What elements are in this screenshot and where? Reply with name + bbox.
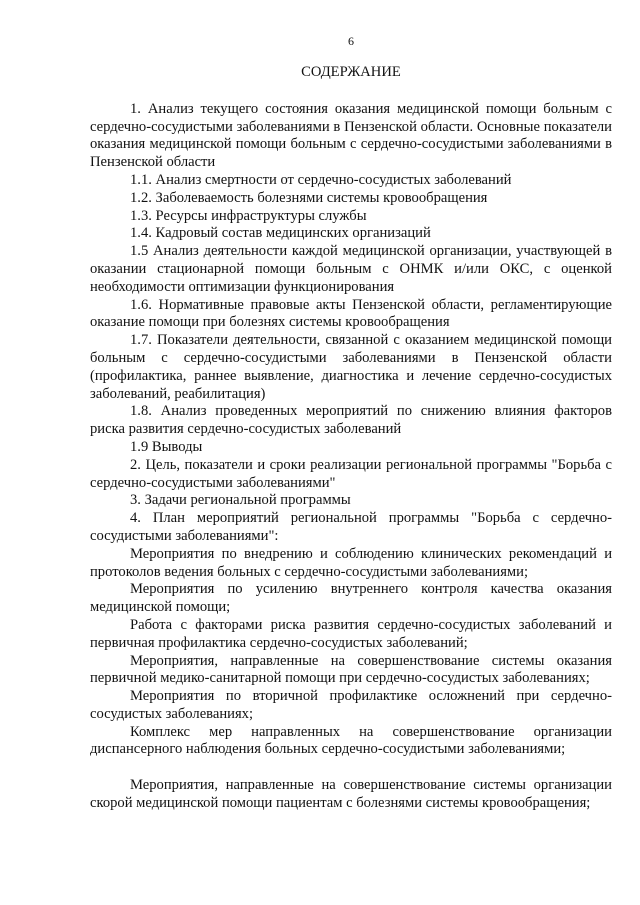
toc-entry-1-2: 1.2. Заболеваемость болезнями системы кровообращения xyxy=(130,189,488,206)
toc-entry-3: 3. Задачи региональной программы xyxy=(130,492,351,509)
toc-subentry-primary-care: Мероприятия, направленные на совершенствование системы оказания первичной медико-санитарной помощи при сердечно-сосудистых заболеваниях; xyxy=(90,652,612,687)
toc-entry-2: 2. Цель, показатели и сроки реализации региональной программы "Борьба с сердечно-сосудистыми заболеваниями" xyxy=(90,456,612,491)
toc-entry-1-7: 1.7. Показатели деятельности, связанной с оказанием медицинской помощи больным с сердечно-сосудистыми заболеваниями в Пензенской области (профилактика, раннее выявление, диагностика и лечение сердечно-сосудистых заболеваний, реабилитация) xyxy=(90,332,612,402)
table-of-contents xyxy=(90,101,612,813)
toc-entry-4: 4. План мероприятий региональной программы "Борьба с сердечно-сосудистыми заболеваниями": xyxy=(90,510,612,544)
toc-entry-1-1: 1.1. Анализ смертности от сердечно-сосудистых заболеваний xyxy=(130,171,512,188)
toc-subentry-dispensary-observation: Комплекс мер направленных на совершенствование организации диспансерного наблюдения больных сердечно-сосудистыми заболеваниями; xyxy=(90,723,612,758)
toc-subentry-secondary-prevention: Мероприятия по вторичной профилактике осложнений при сердечно-сосудистых заболеваниях; xyxy=(90,688,612,722)
toc-subentry-risk-factors: Работа с факторами риска развития сердечно-сосудистых заболеваний и первичная профилактика сердечно-сосудистых заболеваний; xyxy=(90,616,612,651)
toc-entry-1-8: 1.8. Анализ проведенных мероприятий по снижению влияния факторов риска развития сердечно-сосудистых заболеваний xyxy=(90,403,612,438)
page-title: СОДЕРЖАНИЕ xyxy=(301,64,401,80)
page-number: 6 xyxy=(348,34,354,48)
toc-subentry-quality-control: Мероприятия по усилению внутреннего контроля качества оказания медицинской помощи; xyxy=(90,581,612,616)
toc-entry-1-6: 1.6. Нормативные правовые акты Пензенской области, регламентирующие оказание помощи при болезнях системы кровообращения xyxy=(90,296,612,331)
toc-subentry-emergency-care: Мероприятия, направленные на совершенствование системы организации скорой медицинской помощи пациентам с болезнями системы кровообращения; xyxy=(90,777,612,812)
toc-entry-1-3: 1.3. Ресурсы инфраструктуры службы xyxy=(130,207,367,224)
toc-entry-1-5: 1.5 Анализ деятельности каждой медицинской организации, участвующей в оказании стационарной помощи больным с ОНМК и/или ОКС, с оценкой необходимости оптимизации функционирования xyxy=(90,243,612,295)
toc-subentry-clinical-guidelines: Мероприятия по внедрению и соблюдению клинических рекомендаций и протоколов ведения больных с сердечно-сосудистыми заболеваниями; xyxy=(90,545,612,580)
toc-entry-1: 1. Анализ текущего состояния оказания медицинской помощи больным с сердечно-сосудистыми заболеваниями в Пензенской области. Основные показатели оказания медицинской помощи больным с сердечно-сосудистыми заболеваниями в Пензенской области xyxy=(90,100,612,171)
toc-entry-1-4: 1.4. Кадровый состав медицинских организаций xyxy=(130,225,431,242)
toc-entry-1-9: 1.9 Выводы xyxy=(130,438,203,455)
